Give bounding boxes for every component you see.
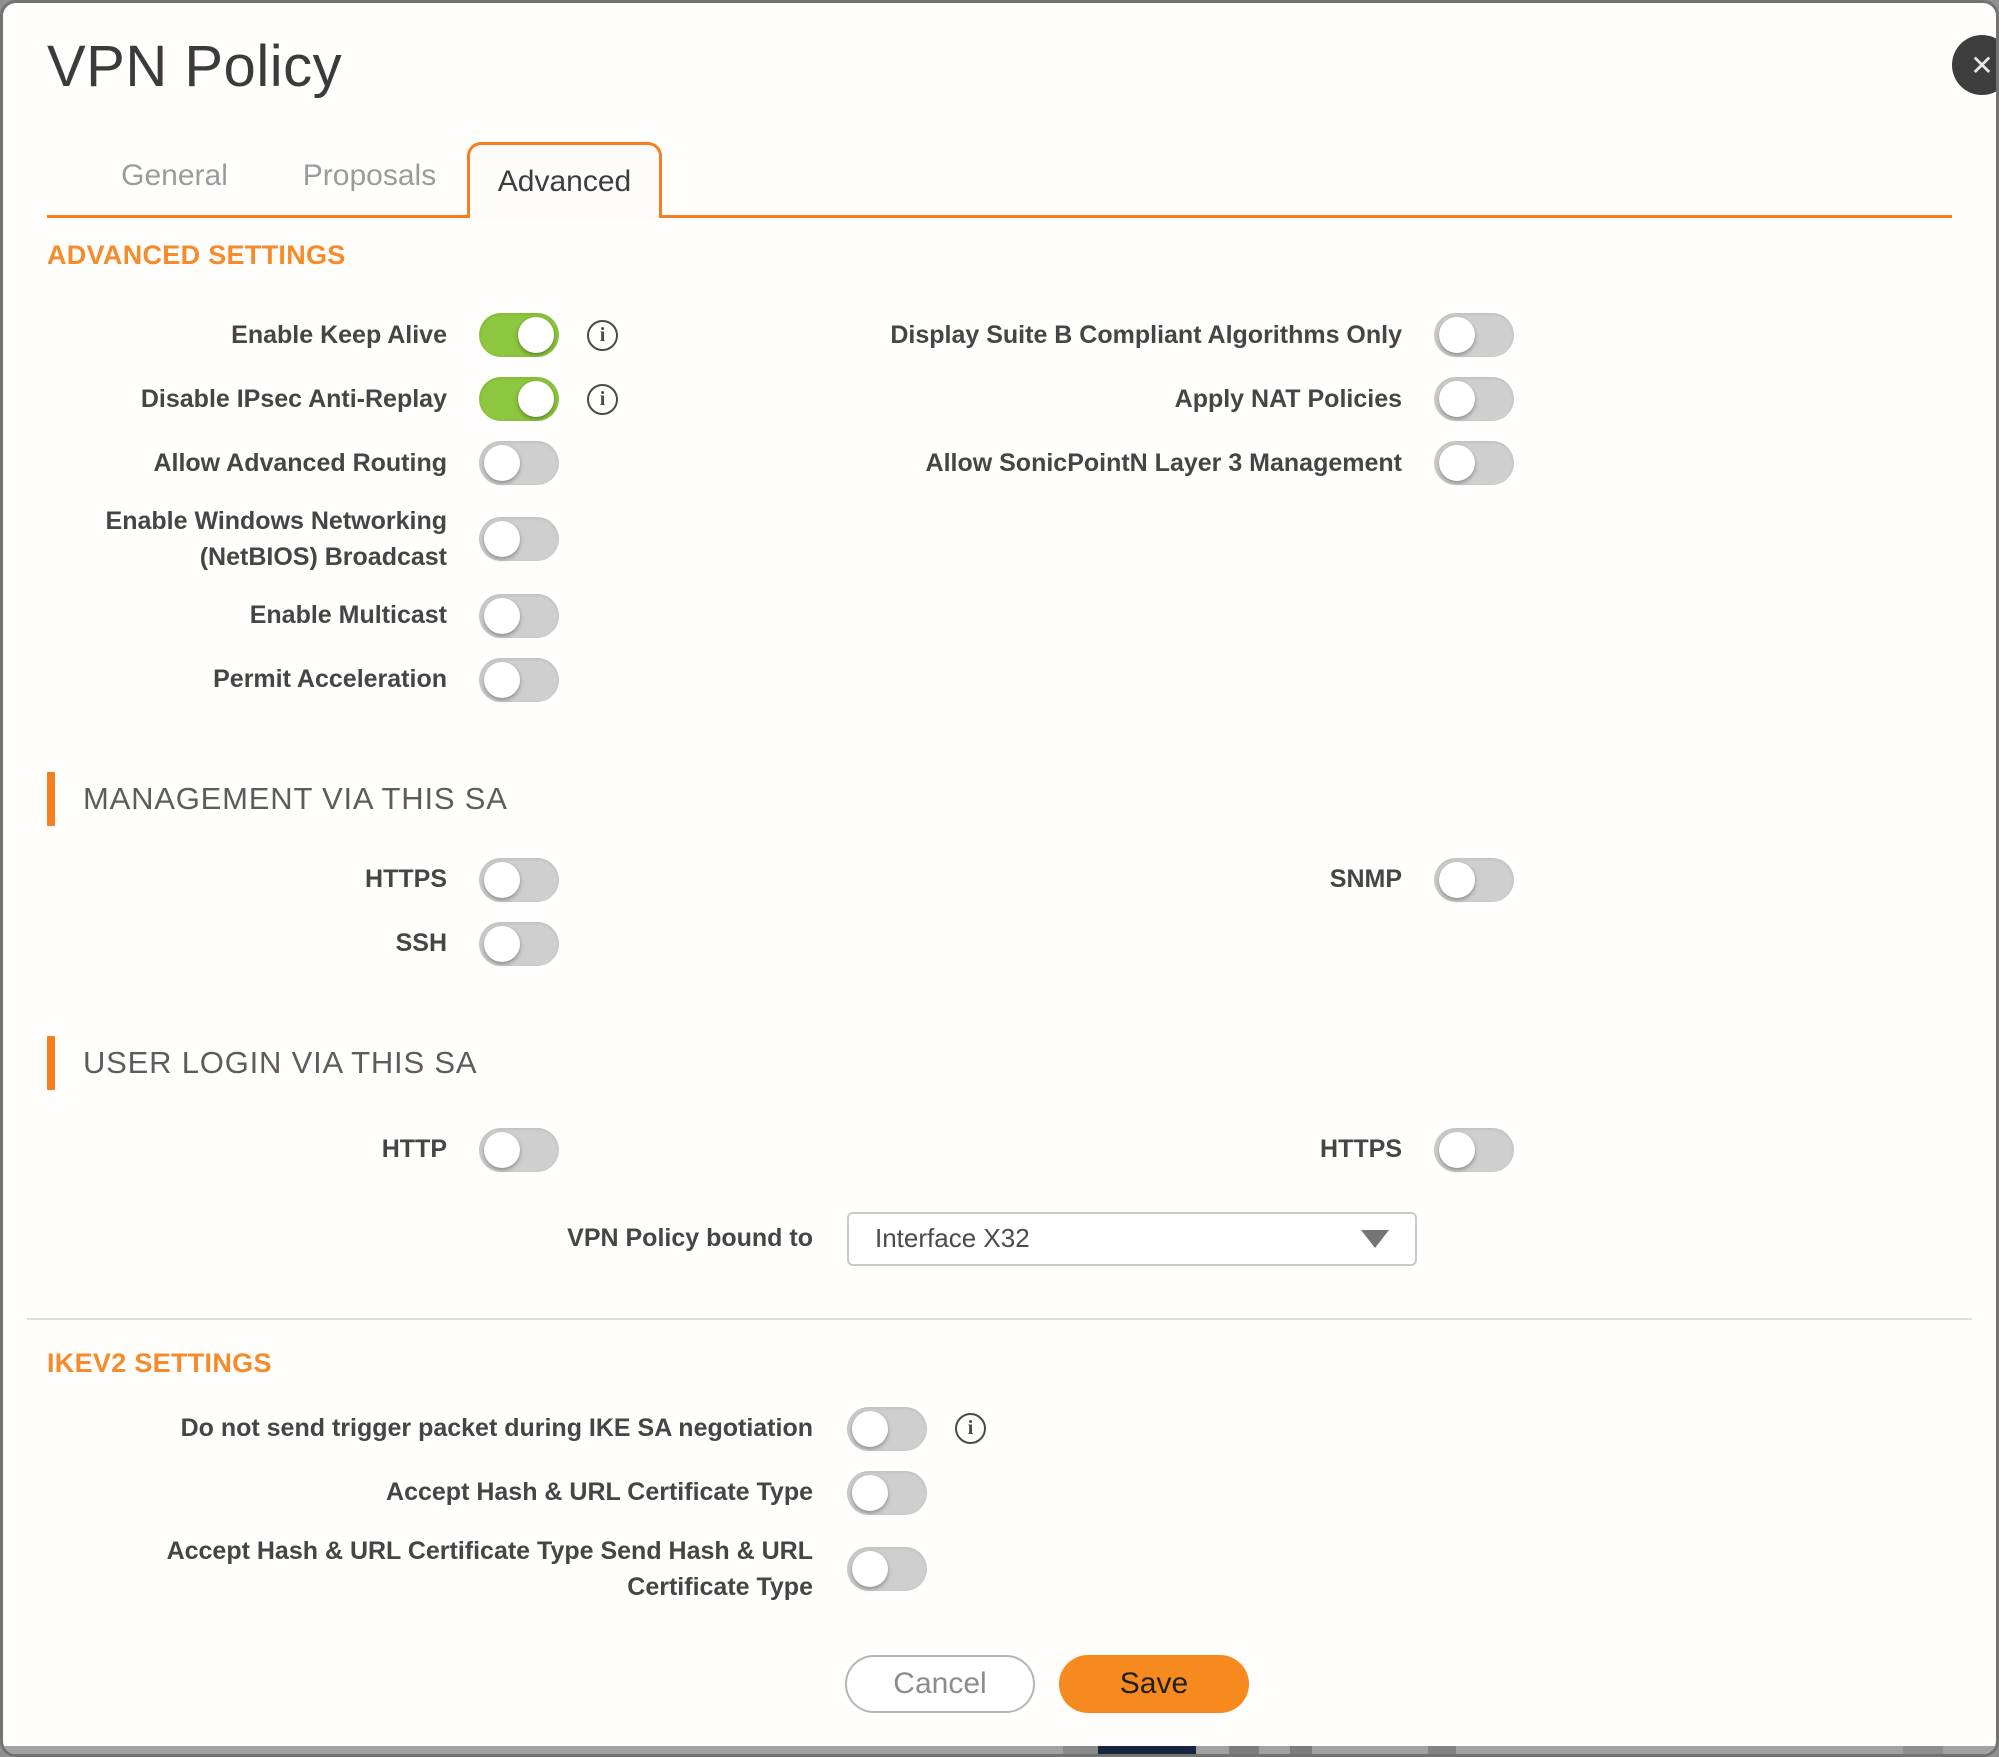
toggle-knob (484, 1132, 520, 1168)
page-behind-fragment (1063, 1746, 1098, 1754)
toggle-row (847, 856, 1996, 904)
toggle-row (47, 1126, 847, 1174)
page-behind-fragment (1229, 1746, 1259, 1754)
toggle-knob (484, 598, 520, 634)
toggle-row (847, 375, 1996, 423)
toggle-knob (484, 926, 520, 962)
user-login-right-column (847, 1126, 1996, 1190)
toggle-snmp[interactable] (1434, 858, 1514, 902)
toggle-label-do-not-send-trigger-packet-during-ike-sa-negotiation: Do not send trigger packet during IKE SA negotiation (180, 1414, 813, 1443)
toggle-knob (1439, 381, 1475, 417)
advanced-settings-heading: ADVANCED SETTINGS (47, 240, 346, 270)
toggle-enable-multicast[interactable] (479, 594, 559, 638)
toggle-label-https: HTTPS (365, 865, 447, 894)
tab-proposals[interactable]: Proposals (302, 159, 437, 192)
toggle-label-https: HTTPS (1320, 1135, 1402, 1164)
toggle-display-suite-b-compliant-algorithms-only[interactable] (1434, 313, 1514, 357)
management-left-column (47, 856, 847, 984)
toggle-knob (852, 1551, 888, 1587)
toggle-row (47, 311, 847, 359)
toggle-label-allow-advanced-routing: Allow Advanced Routing (153, 448, 447, 477)
info-icon[interactable]: i (587, 320, 618, 351)
management-columns (47, 856, 1996, 984)
toggle-label-disable-ipsec-anti-replay: Disable IPsec Anti-Replay (140, 384, 447, 413)
toggle-knob (518, 317, 554, 353)
toggle-row (47, 503, 847, 576)
dialog-footer (3, 1655, 1996, 1713)
page-behind-fragment (1290, 1746, 1312, 1754)
ikev2-settings-heading: IKEV2 SETTINGS (47, 1347, 272, 1378)
toggle-apply-nat-policies[interactable] (1434, 377, 1514, 421)
toggle-label-http: HTTP (381, 1135, 447, 1164)
toggle-knob (1439, 1132, 1475, 1168)
toggle-label-apply-nat-policies: Apply NAT Policies (1174, 384, 1402, 413)
management-right-column (847, 856, 1996, 920)
toggle-row (47, 1533, 1996, 1606)
toggle-ssh[interactable] (479, 922, 559, 966)
toggle-label-allow-sonicpointn-layer-3-management: Allow SonicPointN Layer 3 Management (925, 448, 1402, 477)
tab-advanced[interactable]: Advanced (467, 142, 662, 218)
advanced-right-column (847, 311, 1996, 503)
toggle-label-accept-hash-url-certificate-type: Accept Hash & URL Certificate Type (386, 1478, 813, 1507)
user-login-left-column (47, 1126, 847, 1190)
toggle-row (847, 1126, 1996, 1174)
interface-dropdown[interactable] (847, 1212, 1417, 1266)
toggle-accept-hash-url-certificate-type[interactable] (847, 1471, 927, 1515)
toggle-label-accept-hash-url-certificate-type-send-hash-url-certificate-type: Accept Hash & URL Certificate Type Send Hash & URL Certificate Type (166, 1536, 813, 1601)
toggle-https[interactable] (1434, 1128, 1514, 1172)
toggle-label-ssh: SSH (395, 929, 447, 958)
toggle-label-enable-multicast: Enable Multicast (249, 601, 447, 630)
page-behind-fragment (1428, 1746, 1456, 1754)
bound-to-label: VPN Policy bound to (567, 1224, 813, 1253)
toggle-enable-windows-networking-netbios-broadcast[interactable] (479, 517, 559, 561)
info-icon[interactable]: i (587, 384, 618, 415)
toggle-permit-acceleration[interactable] (479, 658, 559, 702)
toggle-knob (484, 862, 520, 898)
page-title: VPN Policy (47, 34, 343, 99)
toggle-accept-hash-url-certificate-type-send-hash-url-certificate-type[interactable] (847, 1547, 927, 1591)
close-icon[interactable]: ✕ (1952, 35, 1999, 95)
chevron-down-icon (1361, 1230, 1389, 1248)
toggle-knob (1439, 862, 1475, 898)
save-button[interactable]: Save (1059, 1655, 1249, 1713)
toggle-row (847, 439, 1996, 487)
toggle-row (47, 1405, 1996, 1453)
tab-bar (47, 142, 1952, 218)
toggle-row (847, 311, 1996, 359)
toggle-label-permit-acceleration: Permit Acceleration (213, 665, 447, 694)
toggle-http[interactable] (479, 1128, 559, 1172)
advanced-left-column (47, 311, 847, 720)
vpn-policy-bound-row (47, 1212, 1996, 1266)
toggle-enable-keep-alive[interactable] (479, 313, 559, 357)
toggle-allow-advanced-routing[interactable] (479, 441, 559, 485)
toggle-knob (484, 662, 520, 698)
toggle-knob (1439, 445, 1475, 481)
page-behind-fragment (1903, 1746, 1943, 1754)
toggle-row (47, 592, 847, 640)
toggle-label-snmp: SNMP (1329, 865, 1402, 894)
ikev2-rows (47, 1405, 1996, 1622)
toggle-label-enable-windows-networking-netbios-broadcast: Enable Windows Networking (NetBIOS) Broadcast (105, 507, 447, 572)
toggle-knob (852, 1411, 888, 1447)
section-title: MANAGEMENT VIA THIS SA (83, 780, 508, 816)
page-behind-strip (3, 1746, 1996, 1754)
toggle-do-not-send-trigger-packet-during-ike-sa-negotiation[interactable] (847, 1407, 927, 1451)
toggle-https[interactable] (479, 858, 559, 902)
toggle-row (47, 1469, 1996, 1517)
management-section-heading (47, 772, 1952, 826)
user-login-columns (47, 1126, 1996, 1190)
toggle-knob (484, 445, 520, 481)
orange-bar (47, 772, 55, 826)
toggle-knob (852, 1475, 888, 1511)
page-behind-fragment (1098, 1746, 1196, 1754)
toggle-allow-sonicpointn-layer-3-management[interactable] (1434, 441, 1514, 485)
cancel-button[interactable]: Cancel (845, 1655, 1035, 1713)
toggle-row (47, 656, 847, 704)
toggle-disable-ipsec-anti-replay[interactable] (479, 377, 559, 421)
toggle-row (47, 439, 847, 487)
user-login-section-heading (47, 1036, 1952, 1090)
toggle-label-display-suite-b-compliant-algorithms-only: Display Suite B Compliant Algorithms Only (890, 320, 1402, 349)
orange-bar (47, 1036, 55, 1090)
toggle-label-enable-keep-alive: Enable Keep Alive (231, 320, 447, 349)
toggle-knob (484, 521, 520, 557)
section-divider (27, 1318, 1972, 1320)
toggle-knob (1439, 317, 1475, 353)
info-icon[interactable]: i (955, 1413, 986, 1444)
toggle-row (47, 920, 847, 968)
tab-general[interactable]: General (121, 159, 228, 192)
dropdown-selected-value: Interface X32 (875, 1223, 1030, 1253)
toggle-knob (518, 381, 554, 417)
advanced-settings-columns (47, 311, 1996, 720)
toggle-row (47, 375, 847, 423)
section-title: USER LOGIN VIA THIS SA (83, 1044, 478, 1080)
toggle-row (47, 856, 847, 904)
